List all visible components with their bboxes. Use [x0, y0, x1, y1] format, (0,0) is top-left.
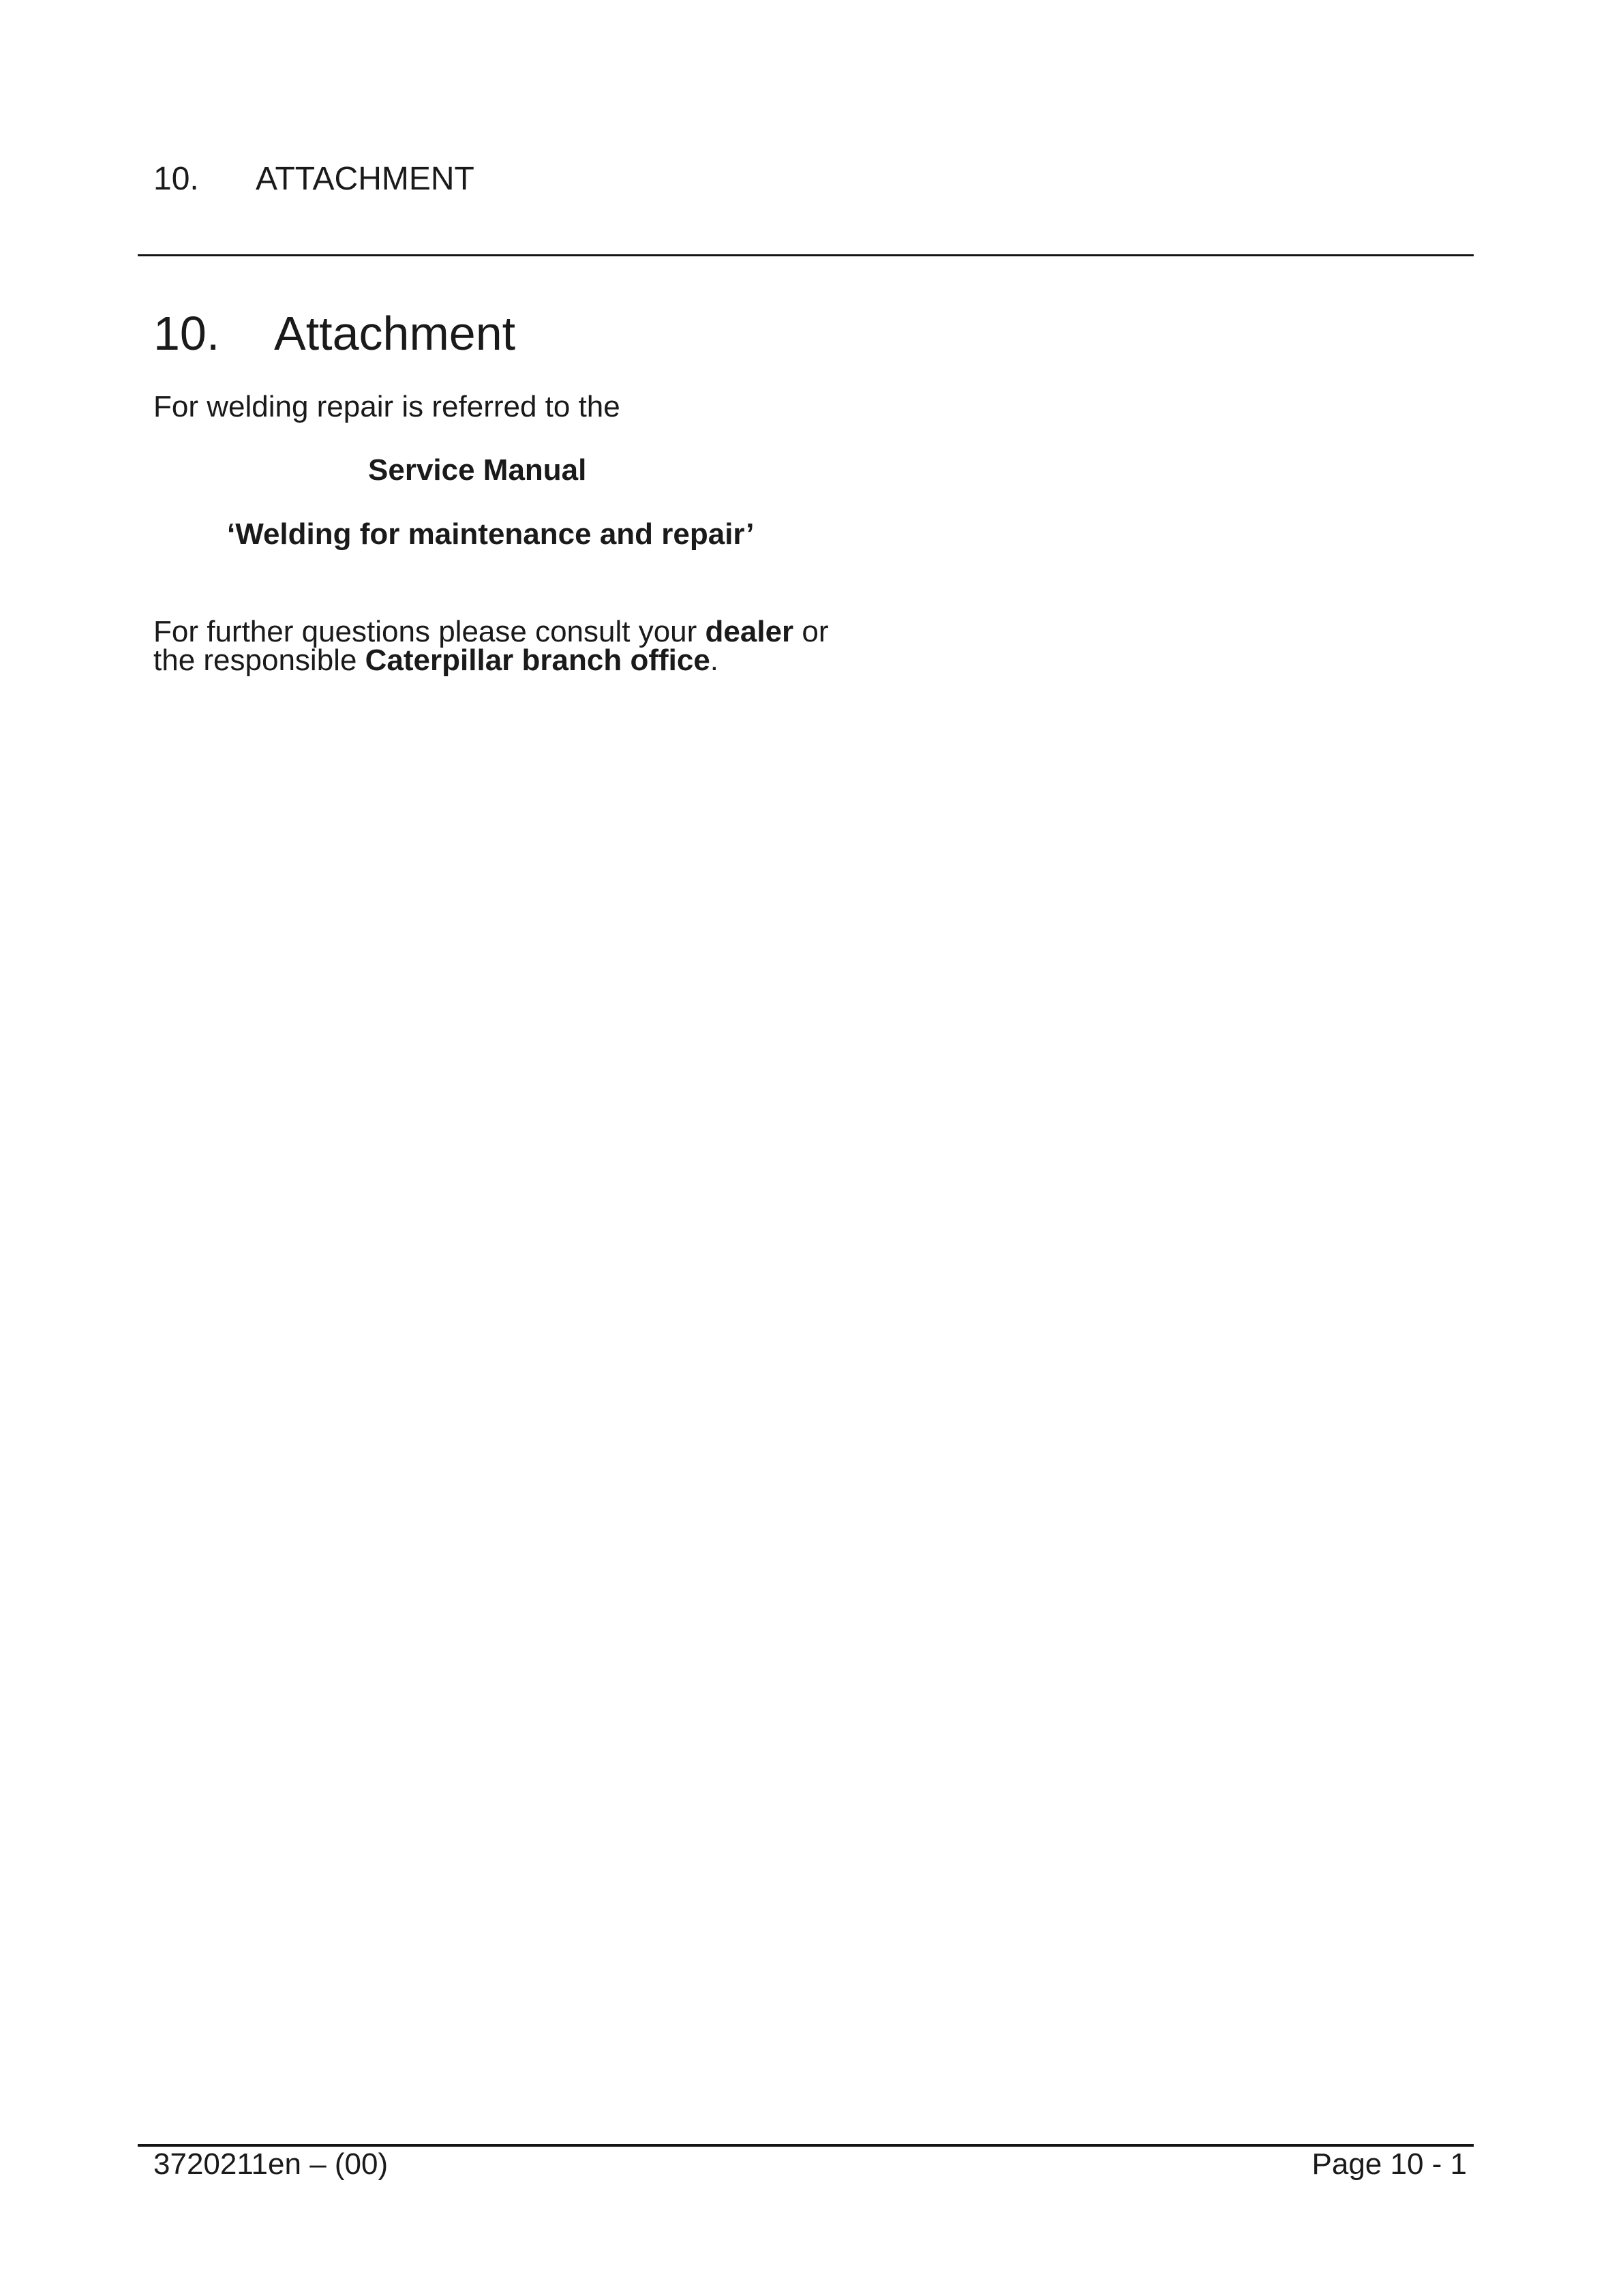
further-questions-line-2	[153, 646, 829, 675]
further-questions-line-1	[153, 615, 829, 648]
service-manual-reference: Service Manual	[368, 453, 587, 487]
further-questions-line1-tail: or	[793, 615, 829, 648]
running-header	[153, 163, 474, 196]
footer-document-code: 3720211en – (00)	[153, 2147, 389, 2181]
chapter-title	[153, 307, 516, 360]
further-questions-line2-text: the responsible	[153, 644, 365, 677]
running-header-section-number: 10.	[153, 161, 199, 197]
chapter-title-text: Attachment	[274, 307, 516, 360]
branch-office-emphasis: Caterpillar branch office	[365, 644, 710, 677]
header-divider-rule	[138, 254, 1474, 256]
dealer-emphasis: dealer	[705, 615, 794, 648]
intro-paragraph: For welding repair is referred to the	[153, 390, 620, 423]
running-header-section-title: ATTACHMENT	[256, 161, 474, 197]
further-questions-line1-text: For further questions please consult your	[153, 615, 706, 648]
footer-divider-rule	[138, 2144, 1474, 2147]
chapter-number: 10.	[153, 307, 220, 360]
welding-reference: ‘Welding for maintenance and repair’	[227, 517, 755, 551]
further-questions-paragraph	[153, 615, 829, 677]
footer-page-number: Page 10 - 1	[1311, 2147, 1467, 2181]
further-questions-line2-tail: .	[710, 644, 719, 677]
